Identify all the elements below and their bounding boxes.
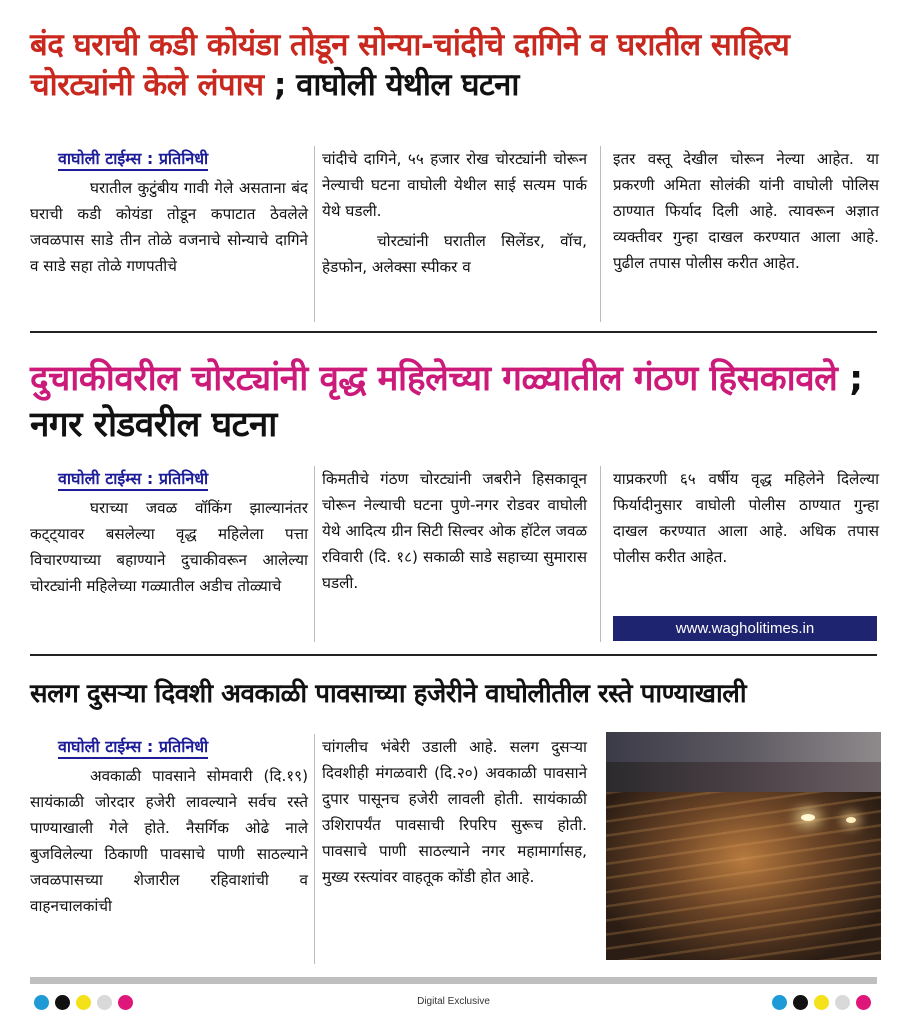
story2-col3-text: याप्रकरणी ६५ वर्षीय वृद्ध महिलेने दिलेल्या फिर्यादीनुसार वाघोली पोलीस ठाण्यात गुन्हा दाखल करण्यात आला आहे. अधिक तपास पोलीस करीत आहेत. bbox=[613, 470, 879, 566]
column-divider bbox=[314, 466, 315, 642]
color-registration-dots-right bbox=[772, 995, 871, 1010]
photo-floodwater bbox=[606, 792, 881, 960]
column-divider bbox=[314, 734, 315, 964]
cyan-dot bbox=[772, 995, 787, 1010]
story2-byline: वाघोली टाईम्स : प्रतिनिधी bbox=[58, 469, 208, 491]
column-divider bbox=[314, 146, 315, 322]
story1-headline-main: बंद घराची कडी कोयंडा तोडून सोन्या-चांदीचे दागिने व घरातील साहित्य चोरट्यांनी केले लंपास bbox=[30, 27, 790, 103]
photo-wall bbox=[606, 762, 881, 792]
story1-column-2 bbox=[322, 146, 587, 280]
story1-col2-para1: चांदीचे दागिने, ५५ हजार रोख चोरट्यांनी चोरून नेल्याची घटना वाघोली येथील साई सत्यम पार्क येथे घडली. bbox=[322, 150, 587, 220]
story1-column-3 bbox=[613, 146, 879, 276]
section-rule bbox=[30, 331, 877, 333]
story3-byline: वाघोली टाईम्स : प्रतिनिधी bbox=[58, 737, 208, 759]
story1-column-1 bbox=[30, 146, 308, 279]
story1-col3-text: इतर वस्तू देखील चोरून नेल्या आहेत. या प्रकरणी अमिता सोलंकी यांनी वाघोली पोलिस ठाण्यात फिर्याद दिली आहे. त्यावरून अज्ञात व्यक्तीवर गुन्हा दाखल करण्यात आला आहे. पुढील तपास पोलीस करीत आहेत. bbox=[613, 150, 879, 272]
story2-col1-text: घराच्या जवळ वॉकिंग झाल्यानंतर कट्ट्यावर बसलेल्या वृद्ध महिलेला पत्ता विचारण्याच्या बहाण्याने दुचाकीवरून आलेल्या चोरट्यांनी महिलेच्या गळ्यातील अडीच तोळ्याचे bbox=[30, 499, 308, 595]
website-banner[interactable]: www.wagholitimes.in bbox=[613, 616, 877, 641]
magenta-dot bbox=[856, 995, 871, 1010]
black-dot bbox=[793, 995, 808, 1010]
section-rule bbox=[30, 654, 877, 656]
story3-column-2 bbox=[322, 734, 587, 890]
story1-byline: वाघोली टाईम्स : प्रतिनिधी bbox=[58, 149, 208, 171]
story3-headline: सलग दुसऱ्या दिवशी अवकाळी पावसाच्या हजेरीने वाघोलीतील रस्ते पाण्याखाली bbox=[30, 679, 747, 709]
footer-label: Digital Exclusive bbox=[417, 996, 490, 1007]
grey-dot bbox=[835, 995, 850, 1010]
story2-col2-text: किमतीचे गंठण चोरट्यांनी जबरीने हिसकावून चोरून नेल्याची घटना पुणे-नगर रोडवर वाघोली येथे आदित्य ग्रीन सिटी सिल्वर ओक हॉटेल जवळ रविवारी (दि. १८) सकाळी साडे सहाच्या सुमारास घडली. bbox=[322, 470, 587, 592]
story2-headline-main: दुचाकीवरील चोरट्यांनी वृद्ध महिलेच्या गळ्यातील गंठण हिसकावले bbox=[30, 359, 838, 399]
footer-bar bbox=[30, 977, 877, 984]
story1-col1-text: घरातील कुटुंबीय गावी गेले असताना बंद घराची कडी कोयंडा तोडून कपाटात ठेवलेले जवळपास साडे तीन तोळे वजनाचे सोन्याचे दागिने व साडे सहा तोळे गणपतीचे bbox=[30, 179, 308, 275]
story2-headline-tag: ; नगर रोडवरील घटना bbox=[30, 359, 863, 446]
story3-column-1 bbox=[30, 734, 308, 919]
story2-column-1 bbox=[30, 466, 308, 599]
yellow-dot bbox=[814, 995, 829, 1010]
vehicle-headlight bbox=[801, 814, 815, 821]
column-divider bbox=[600, 146, 601, 322]
story1-headline bbox=[30, 26, 887, 105]
story1-col2-para2: चोरट्यांनी घरातील सिलेंडर, वॉच, हेडफोन, अलेक्सा स्पीकर व bbox=[322, 232, 587, 276]
story2-column-2 bbox=[322, 466, 587, 596]
vehicle-headlight bbox=[846, 817, 856, 823]
column-divider bbox=[600, 466, 601, 642]
story3-col2-text: चांगलीच भंबेरी उडाली आहे. सलग दुसऱ्या दिवशीही मंगळवारी (दि.२०) अवकाळी पावसाने दुपार पासूनच हजेरी लावली होती. सायंकाळी उशिरापर्यंत पावसाची रिपरिप सुरूच होती. पावसाचे पाणी साठल्याने नगर महामार्गासह, मुख्य रस्त्यांवर वाहतूक कोंडी होत आहे. bbox=[322, 738, 587, 886]
flooded-road-photo bbox=[606, 732, 881, 960]
story2-headline bbox=[30, 356, 887, 448]
story3-col1-text: अवकाळी पावसाने सोमवारी (दि.१९) सायंकाळी जोरदार हजेरी लावल्याने सर्वच रस्ते पाण्याखाली गेले होते. नैसर्गिक ओढे नाले बुजविलेल्या ठिकाणी पावसाचे पाणी साठल्याने जवळपासच्या शेजारील रहिवाशांची व वाहनचालकांची bbox=[30, 767, 308, 915]
story2-column-3 bbox=[613, 466, 879, 570]
story1-headline-tag: ; वाघोली येथील घटना bbox=[263, 66, 519, 103]
